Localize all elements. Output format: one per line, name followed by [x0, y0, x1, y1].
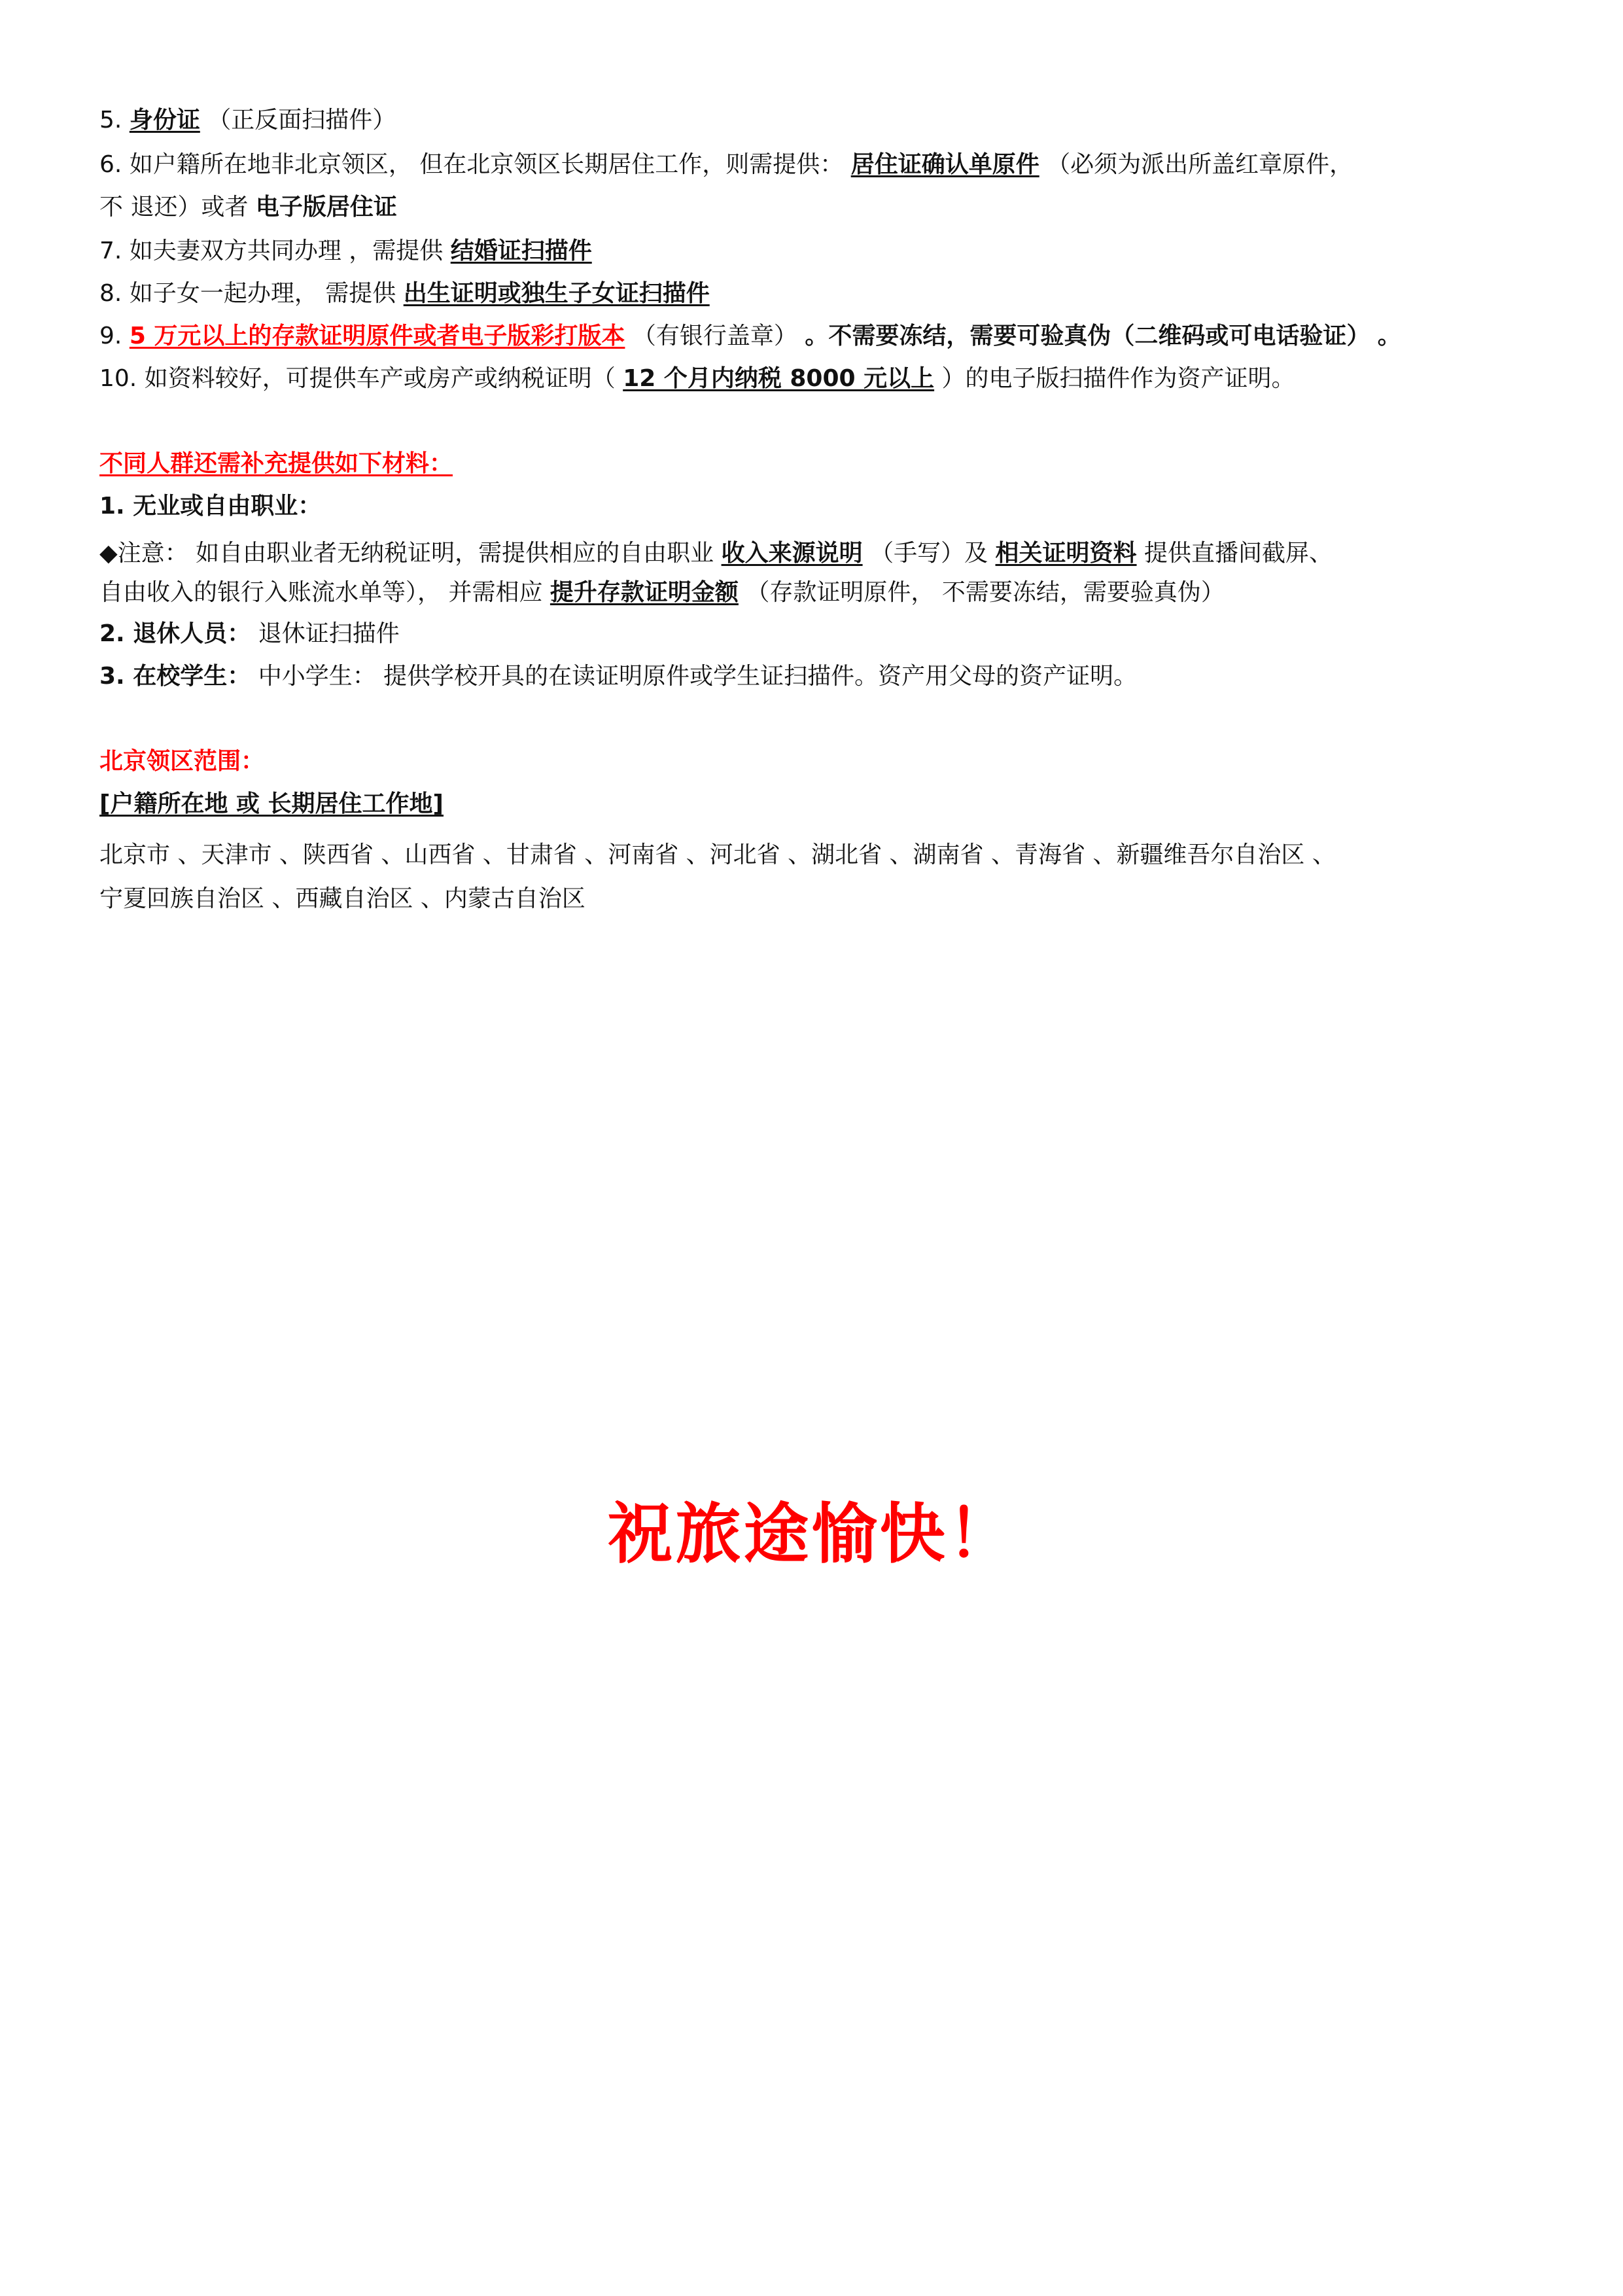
- increase-deposit-amount: 提升存款证明金额: [550, 579, 739, 606]
- item-text: 如夫妻双方共同办理 ，需提供: [129, 238, 444, 264]
- item-6: [99, 149, 1353, 181]
- income-source-statement: 收入来源说明: [721, 540, 863, 567]
- group-3: [99, 661, 1137, 692]
- item-7: [99, 236, 592, 267]
- item-text: 自由收入的银行入账流水单等）， 并需相应: [99, 579, 543, 606]
- item-text: 退休证扫描件: [258, 620, 400, 647]
- item-text: （正反面扫描件）: [207, 107, 396, 133]
- supplementary-heading: 不同人群还需补充提供如下材料：: [99, 450, 453, 477]
- region-subheading: [户籍所在地 或 长期居住工作地]: [99, 790, 444, 817]
- item-text: 不 退还）或者: [99, 194, 249, 221]
- item-text: （存款证明原件， 不需要冻结，需要验真伪）: [746, 579, 1225, 606]
- region-list-line-2: 宁夏回族自治区 、西藏自治区 、内蒙古自治区: [99, 885, 585, 912]
- item-8: [99, 278, 710, 309]
- residence-permit-confirmation: 居住证确认单原件: [850, 151, 1039, 178]
- related-proof-materials: 相关证明资料: [995, 540, 1137, 567]
- item-text: （手写）及: [870, 540, 988, 567]
- birth-certificate: 出生证明或独生子女证扫描件: [403, 280, 710, 307]
- item-text: ◆注意： 如自由职业者无纳税证明，需提供相应的自由职业: [99, 540, 714, 567]
- item-number: 5.: [99, 107, 122, 133]
- item-number: 9.: [99, 323, 122, 349]
- item-number: 10.: [99, 365, 137, 392]
- item-number: 8.: [99, 280, 122, 307]
- item-number: 6.: [99, 151, 122, 178]
- item-number: 7.: [99, 238, 122, 264]
- item-text: 如资料较好，可提供车产或房产或纳税证明（: [144, 365, 616, 392]
- group-3-label: 3. 在校学生：: [99, 663, 251, 690]
- item-6-continued: [99, 192, 397, 223]
- item-5: [99, 105, 396, 136]
- item-text: （必须为派出所盖红章原件，: [1047, 151, 1353, 178]
- group-1-label: 1. 无业或自由职业：: [99, 493, 322, 520]
- electronic-residence-permit: 电子版居住证: [255, 194, 397, 221]
- id-card-label: 身份证: [129, 107, 200, 133]
- item-text: 如户籍所在地非北京领区， 但在北京领区长期居住工作，则需提供：: [129, 151, 851, 178]
- group-2-label: 2. 退休人员：: [99, 620, 251, 647]
- region-list-line-1: 北京市 、天津市 、陕西省 、山西省 、甘肃省 、河南省 、河北省 、湖北省 、湖南省 、青海省 、新疆维吾尔自治区 、: [99, 841, 1336, 868]
- item-text: 提供直播间截屏、: [1144, 540, 1333, 567]
- item-10: [99, 363, 1295, 395]
- item-9: [99, 321, 1401, 352]
- tax-amount: 12 个月内纳税 8000 元以上: [623, 365, 935, 392]
- item-text: 。不需要冻结，需要可验真伪（二维码或可电话验证）: [805, 323, 1370, 349]
- closing-message: 祝旅途愉快！: [607, 1496, 1016, 1572]
- group-1-note: [99, 538, 1333, 569]
- item-text: 中小学生： 提供学校开具的在读证明原件或学生证扫描件。资产用父母的资产证明。: [258, 663, 1138, 690]
- item-text: 如子女一起办理， 需提供: [129, 280, 396, 307]
- region-heading: 北京领区范围：: [99, 748, 265, 775]
- item-text: ）的电子版扫描件作为资产证明。: [941, 365, 1295, 392]
- deposit-proof-requirement: 5 万元以上的存款证明原件或者电子版彩打版本: [129, 323, 625, 349]
- item-text: 。: [1377, 323, 1401, 349]
- group-2: [99, 618, 400, 650]
- group-1-note-continued: [99, 577, 1225, 609]
- marriage-certificate: 结婚证扫描件: [450, 238, 592, 264]
- item-text: （有银行盖章）: [632, 323, 797, 349]
